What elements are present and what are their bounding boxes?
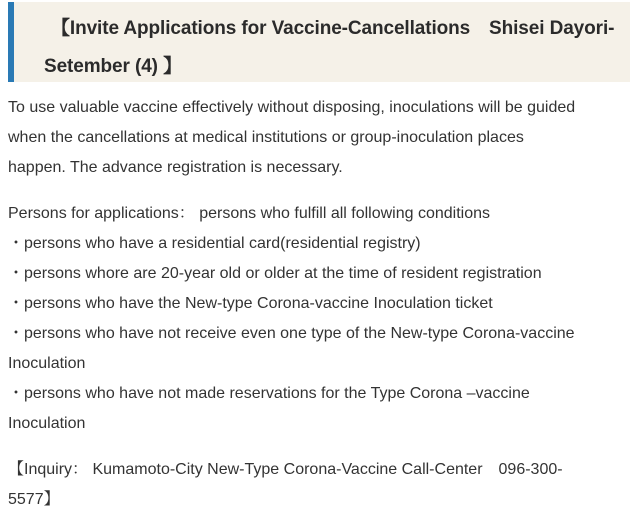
- condition-line-4: ・persons who have not receive even one type of the New-type Corona-vaccine: [8, 325, 575, 342]
- heading-title-line-1: 【Invite Applications for Vaccine-Cancellations Shisei Dayori-: [51, 18, 615, 39]
- condition-line-5-continued: Inoculation: [8, 415, 86, 432]
- intro-line-1: To use valuable vaccine effectively without disposing, inoculations will be guided: [8, 99, 576, 116]
- condition-line-3: ・persons who have the New-type Corona-vaccine Inoculation ticket: [8, 295, 493, 312]
- conditions-title: Persons for applications： persons who fulfill all following conditions: [8, 205, 491, 222]
- inquiry-line-1: 【Inquiry： Kumamoto-City New-Type Corona-Vaccine Call-Center 096-300-: [8, 461, 563, 478]
- article-heading: [8, 2, 630, 82]
- condition-line-4-continued: Inoculation: [8, 355, 86, 372]
- condition-line-1: ・persons who have a residential card(residential registry): [8, 235, 421, 252]
- intro-line-3: happen. The advance registration is necessary.: [8, 159, 343, 176]
- heading-title-line-2: Setember (4) 】: [44, 56, 182, 77]
- condition-line-2: ・persons whore are 20-year old or older at the time of resident registration: [8, 265, 542, 282]
- condition-line-5: ・persons who have not made reservations for the Type Corona –vaccine: [8, 385, 530, 402]
- intro-line-2: when the cancellations at medical institutions or group-inoculation places: [8, 129, 524, 146]
- inquiry-line-2: 5577】: [8, 491, 60, 508]
